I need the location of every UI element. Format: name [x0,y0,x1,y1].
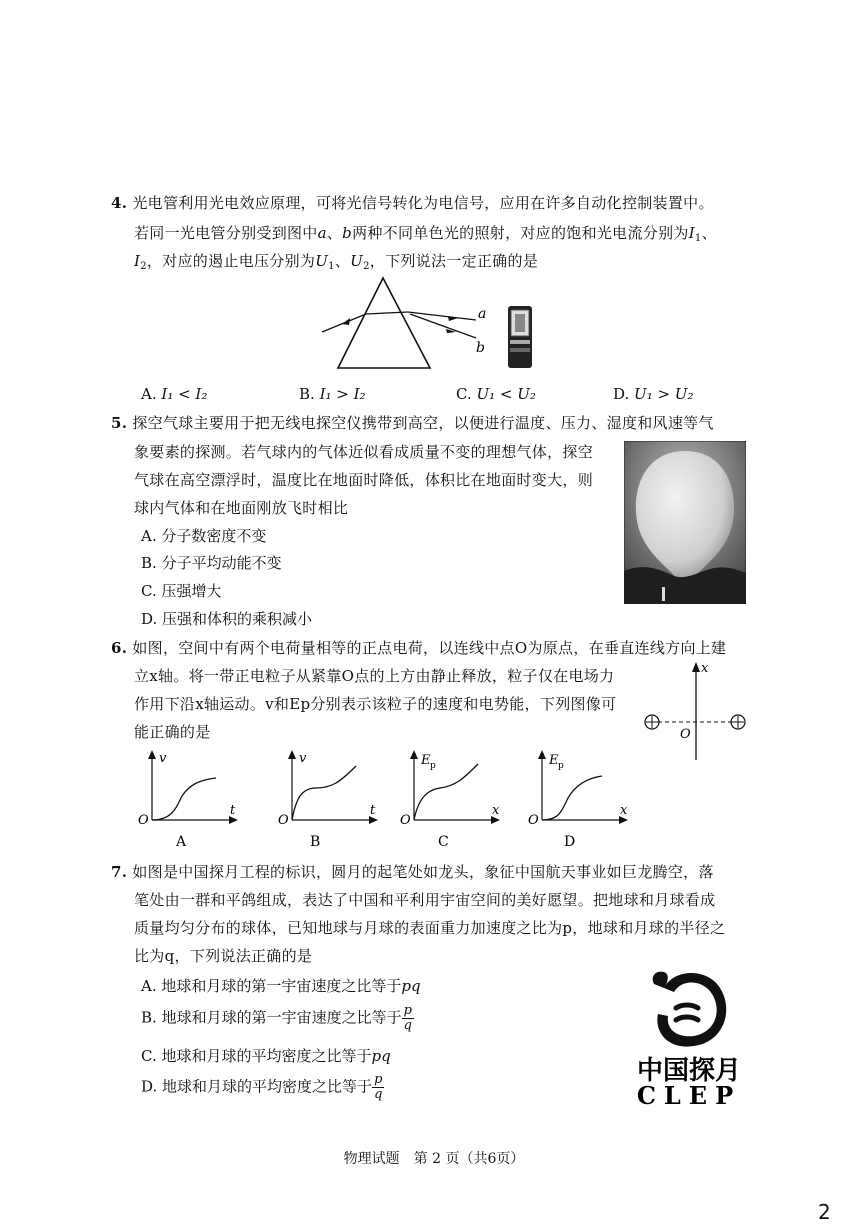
graph-d-ysub: p [558,761,564,771]
q4-a: a [317,224,327,242]
q4-line3 [134,250,538,272]
q7-option-d-fraction: $\frac{p}{q}$ [374,1072,383,1102]
fig-label-b: b [476,340,485,356]
q6-text-1: 如图，空间中有两个电荷量相等的正点电荷，以连线中点O为原点，在垂直连线方向上建 [132,639,727,657]
phototube-icon [508,306,532,368]
q5-text-1: 探空气球主要用于把无线电探空仪携带到高空，以便进行温度、压力、湿度和风速等气 [132,414,714,432]
q6-line3: 作用下沿x轴运动。v和Ep分别表示该粒子的速度和电势能，下列图像可 [134,695,617,713]
page-footer: 物理试题 第 2 页（共6页） [343,1151,525,1167]
q4-text-1: 光电管利用光电效应原理，可将光信号转化为电信号，应用在许多自动化控制装置中。 [132,194,714,212]
q4-b: b [342,224,353,242]
fig-label-a: a [478,306,487,322]
graph-a-origin: O [138,813,149,828]
q6-line4: 能正确的是 [134,723,211,741]
positive-charge-right-icon [731,715,745,729]
graph-d [528,750,628,850]
q7-option-c: C. 地球和月球的平均密度之比等于pq [141,1047,391,1065]
graph-b-origin: O [278,813,289,828]
q4-number: 4. [111,194,128,212]
q4-u1-sub: 1 [328,261,335,272]
q4-u2-sub: 2 [363,261,370,272]
q4-i2-sub: 2 [140,261,147,272]
q7-option-b: B. 地球和月球的第一宇宙速度之比等于 $\frac{p}{q}$ [141,1003,412,1033]
q5-option-d: D. 压强和体积的乘积减小 [141,610,313,628]
graph-b-xlabel: t [370,803,376,818]
graph-c [400,750,500,850]
graph-a [138,750,238,850]
q7-line1 [111,861,714,882]
logo-english-text: CLEP [636,1081,742,1110]
q4-sep: 、 [326,224,343,242]
q7-number: 7. [111,863,128,881]
graph-c-origin: O [400,813,411,828]
q7-option-d: D. 地球和月球的平均密度之比等于 $\frac{p}{q}$ [141,1072,383,1102]
q4-option-d: D. U₁ > U₂ [613,385,694,403]
q4-text-2a: 若同一光电管分别受到图中 [134,224,318,242]
graph-d-origin: O [528,813,539,828]
q7-option-b-fraction: $\frac{p}{q}$ [403,1003,412,1033]
q6-graphs [132,748,632,852]
q4-u1: U [315,252,329,270]
graph-a-label: A [176,834,187,850]
positive-charge-left-icon [645,715,659,729]
q5-line3: 气球在高空漂浮时，温度比在地面时降低，体积比在地面时变大，则 [134,471,594,489]
graph-d-xlabel: x [620,803,628,818]
clep-logo [624,962,754,1112]
balloon-photo [624,441,746,604]
q4-option-a: A. I₁ < I₂ [141,385,208,403]
q4-line2 [134,222,717,244]
graph-c-ysub: p [430,761,436,771]
fig-origin: O [680,727,691,742]
q4-option-b: B. I₁ > I₂ [299,385,366,403]
q4-u2: U [350,252,364,270]
q4-sep2: 、 [701,224,717,242]
q5-option-b: B. 分子平均动能不变 [141,554,282,572]
q5-line4: 球内气体和在地面刚放飞时相比 [134,499,349,517]
graph-c-label: C [438,834,449,850]
q4-option-c: C. U₁ < U₂ [456,385,536,403]
q7-line4: 比为q，下列说法正确的是 [134,947,313,965]
graph-a-xlabel: t [230,803,236,818]
q5-line2: 象要素的探测。若气球内的气体近似看成质量不变的理想气体，探空 [134,443,594,461]
q4-i2: I [134,252,141,270]
graph-c-ylabel: E [421,753,431,768]
q5-option-c: C. 压强增大 [141,582,222,600]
graph-d-label: D [564,834,576,850]
q7-text-1: 如图是中国探月工程的标识，圆月的起笔处如龙头，象征中国航天事业如巨龙腾空，落 [132,863,714,881]
graph-d-ylabel: E [549,753,559,768]
q4-text-3b: ，下列说法一定正确的是 [369,252,539,270]
graph-a-ylabel: v [159,751,167,766]
q5-option-a: A. 分子数密度不变 [141,527,267,545]
prism-figure [318,274,558,374]
q4-sep3: 、 [334,252,351,270]
q6-line2: 立x轴。将一带正电粒子从紧靠O点的上方由静止释放，粒子仅在电场力 [134,667,615,685]
q7-option-a: A. 地球和月球的第一宇宙速度之比等于pq [141,977,421,995]
corner-page-number: 2 [818,1200,831,1224]
q7-line2: 笔处由一群和平鸽组成，表达了中国和平利用宇宙空间的美好愿望。把地球和月球看成 [134,891,716,909]
fig-axis-x: x [701,661,709,676]
q5-line1 [111,412,714,433]
q4-text-2b: 两种不同单色光的照射，对应的饱和光电流分别为 [352,224,689,242]
q6-line1 [111,637,726,658]
q4-line1 [111,192,714,213]
q4-i1: I [688,224,695,242]
q5-number: 5. [111,414,128,432]
graph-c-xlabel: x [492,803,500,818]
charges-figure [640,660,750,764]
logo-chinese-text: 中国探月 [636,1056,742,1086]
graph-b-ylabel: v [299,751,307,766]
graph-b [278,750,378,850]
q4-text-3a: ，对应的遏止电压分别为 [146,252,316,270]
q4-i1-sub: 1 [694,233,702,244]
q6-number: 6. [111,639,128,657]
q7-line3: 质量均匀分布的球体，已知地球与月球的表面重力加速度之比为p，地球和月球的半径之 [134,919,726,937]
graph-b-label: B [310,834,321,850]
